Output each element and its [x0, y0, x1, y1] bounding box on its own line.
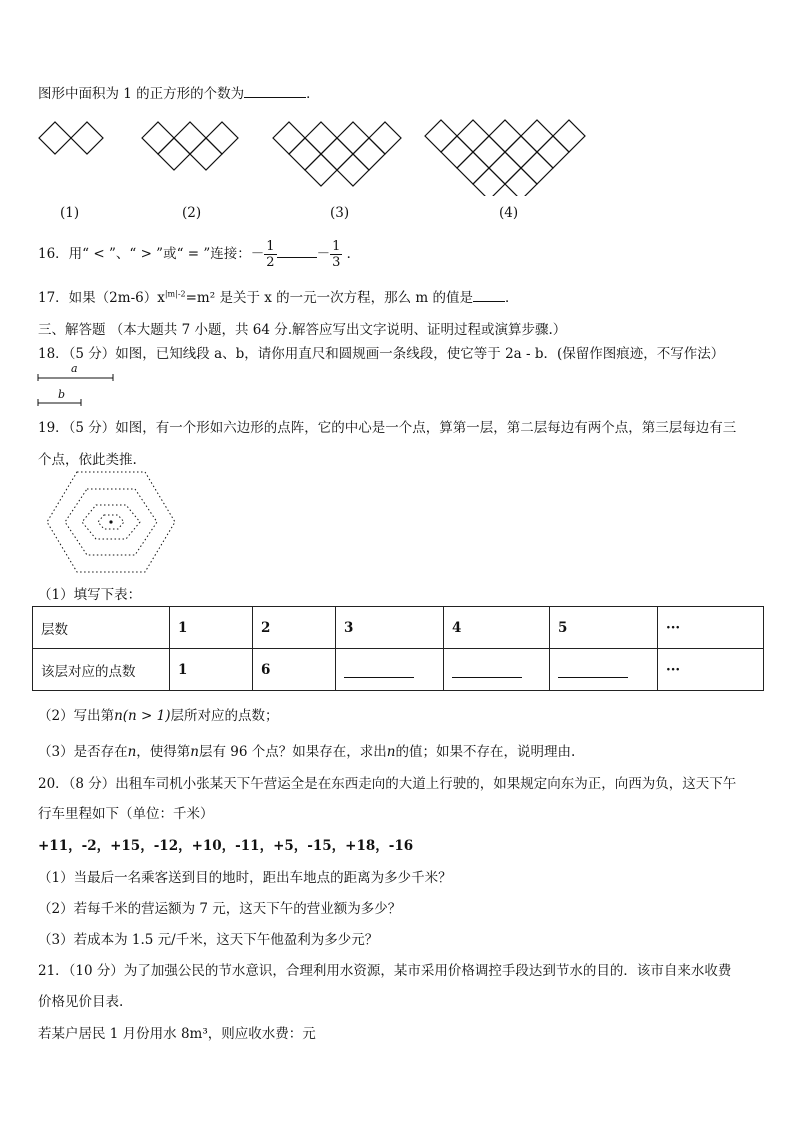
q16-answer-blank[interactable] [277, 257, 317, 258]
q16-fraction-2 [330, 239, 342, 270]
q19-sub2 [38, 704, 279, 724]
segments-a-b-figure [36, 363, 126, 407]
segment-b-label: b [58, 388, 66, 401]
q16-end: ． [346, 246, 361, 262]
square-patterns-figure [30, 112, 610, 196]
pattern-2 [142, 122, 238, 170]
figure-label-3: (3) [330, 205, 350, 221]
section-3-heading: 三、解答题 （本大题共 7 小题，共 64 分.解答应写出文字说明、证明过程或演算步骤.） [38, 322, 567, 338]
q19-sub3-d: 的值；如果不存在，说明理由. [395, 744, 576, 760]
answer-blank[interactable] [344, 661, 414, 678]
table-cell: 5 [550, 607, 658, 649]
table-cell-answer[interactable] [336, 649, 444, 691]
q20-mileage-data: +11，-2，+15，-12，+10，-11，+5，-15，+18，-16 [38, 838, 414, 854]
table-cell: 4 [444, 607, 550, 649]
q15-end: ． [306, 86, 320, 102]
q16-neg2: － [316, 246, 331, 262]
q16-num2: 1 [332, 239, 341, 254]
table-header-layers: 层数 [33, 607, 170, 649]
q17-text: 17．如果（2m-6）x [38, 290, 165, 306]
question-19-line1: 19．（5 分）如图，有一个形如六边形的点阵，它的中心是一个点，算第一层，第二层每边有两个点，第三层每边有三 [38, 420, 737, 436]
question-17 [38, 286, 519, 306]
table-cell-answer[interactable] [444, 649, 550, 691]
table-cell: 1 [170, 607, 253, 649]
answer-blank[interactable] [558, 661, 628, 678]
figure-label-1: (1) [60, 205, 80, 221]
q19-table [32, 606, 764, 691]
segment-a-label: a [71, 362, 78, 375]
question-20-line1: 20．（8 分）出租车司机小张某天下午营运全是在东西走向的大道上行驶的，如果规定向东为正，向西为负，这天下午 [38, 776, 737, 792]
q15-tail [38, 82, 320, 102]
question-21-line1: 21．（10 分）为了加强公民的节水意识，合理利用水资源，某市采用价格调控手段达到节水的目的．该市自来水收费 [38, 963, 732, 979]
q17-answer-blank[interactable] [473, 301, 505, 302]
q16-neg1: － [250, 246, 265, 262]
table-header-points: 该层对应的点数 [33, 649, 170, 691]
question-16 [38, 236, 360, 272]
q15-answer-blank[interactable] [244, 97, 306, 98]
table-cell: 3 [336, 607, 444, 649]
table-cell-ellipsis: ··· [658, 649, 764, 691]
q19-sub3-n1: n [127, 744, 137, 760]
pattern-4 [425, 120, 585, 196]
q17-mid: =m² 是关于 x 的一元一次方程，那么 m 的值是 [185, 290, 474, 306]
q19-sub2-n: n(n > 1) [114, 708, 171, 724]
q19-sub2-a: （2）写出第 [38, 708, 115, 724]
q19-sub3 [38, 740, 575, 760]
q20-s2: （2）若每千米的营运额为 7 元，这天下午的营业额为多少？ [38, 901, 402, 917]
q16-den1: 2 [266, 255, 275, 270]
table-cell-answer[interactable] [550, 649, 658, 691]
q15-text: 图形中面积为 1 的正方形的个数为 [38, 86, 245, 102]
q16-den2: 3 [332, 255, 341, 270]
q16-text: 16．用“ < ”、“ > ”或“ = ”连接： [38, 246, 251, 262]
answer-blank[interactable] [452, 661, 522, 678]
q19-sub1: （1）填写下表： [38, 587, 142, 603]
figure-label-4: (4) [499, 205, 519, 221]
q20-s3: （3）若成本为 1.5 元/千米，这天下午他盈利为多少元？ [38, 932, 379, 948]
pattern-1 [39, 122, 103, 154]
table-cell: 1 [170, 649, 253, 691]
table-cell: 2 [253, 607, 336, 649]
table-row [33, 607, 764, 649]
table-cell-ellipsis: ··· [658, 607, 764, 649]
question-21-line3: 若某户居民 1 月份用水 8m³，则应收水费：元 [38, 1026, 316, 1042]
q17-end: ． [505, 290, 519, 306]
pattern-3 [273, 122, 401, 186]
question-21-line2: 价格见价目表. [38, 994, 124, 1010]
figure-label-2: (2) [182, 205, 202, 221]
question-20-line2: 行车里程如下（单位：千米） [38, 806, 214, 822]
q19-sub2-b: 层所对应的点数； [170, 708, 279, 724]
q19-sub3-c: 层有 96 个点？如果存在，求出 [199, 744, 387, 760]
table-cell: 6 [253, 649, 336, 691]
q19-sub3-b: ，使得第 [136, 744, 191, 760]
q16-num1: 1 [266, 239, 275, 254]
q19-sub3-a: （3）是否存在 [38, 744, 128, 760]
question-19-line2: 个点，依此类推. [38, 452, 137, 468]
q17-exponent: |m|-2 [164, 289, 186, 299]
q19-sub3-n2: n [190, 744, 199, 760]
q16-fraction-1 [264, 239, 276, 270]
hexagon-dot-lattice [46, 470, 176, 574]
q20-s1: （1）当最后一名乘客送到目的地时，距出车地点的距离为多少千米？ [38, 870, 452, 886]
table-row [33, 649, 764, 691]
question-18: 18．（5 分）如图，已知线段 a、b，请你用直尺和圆规画一条线段，使它等于 2a - b．(保留作图痕迹，不写作法） [38, 346, 725, 362]
q19-sub3-n3: n [386, 744, 396, 760]
